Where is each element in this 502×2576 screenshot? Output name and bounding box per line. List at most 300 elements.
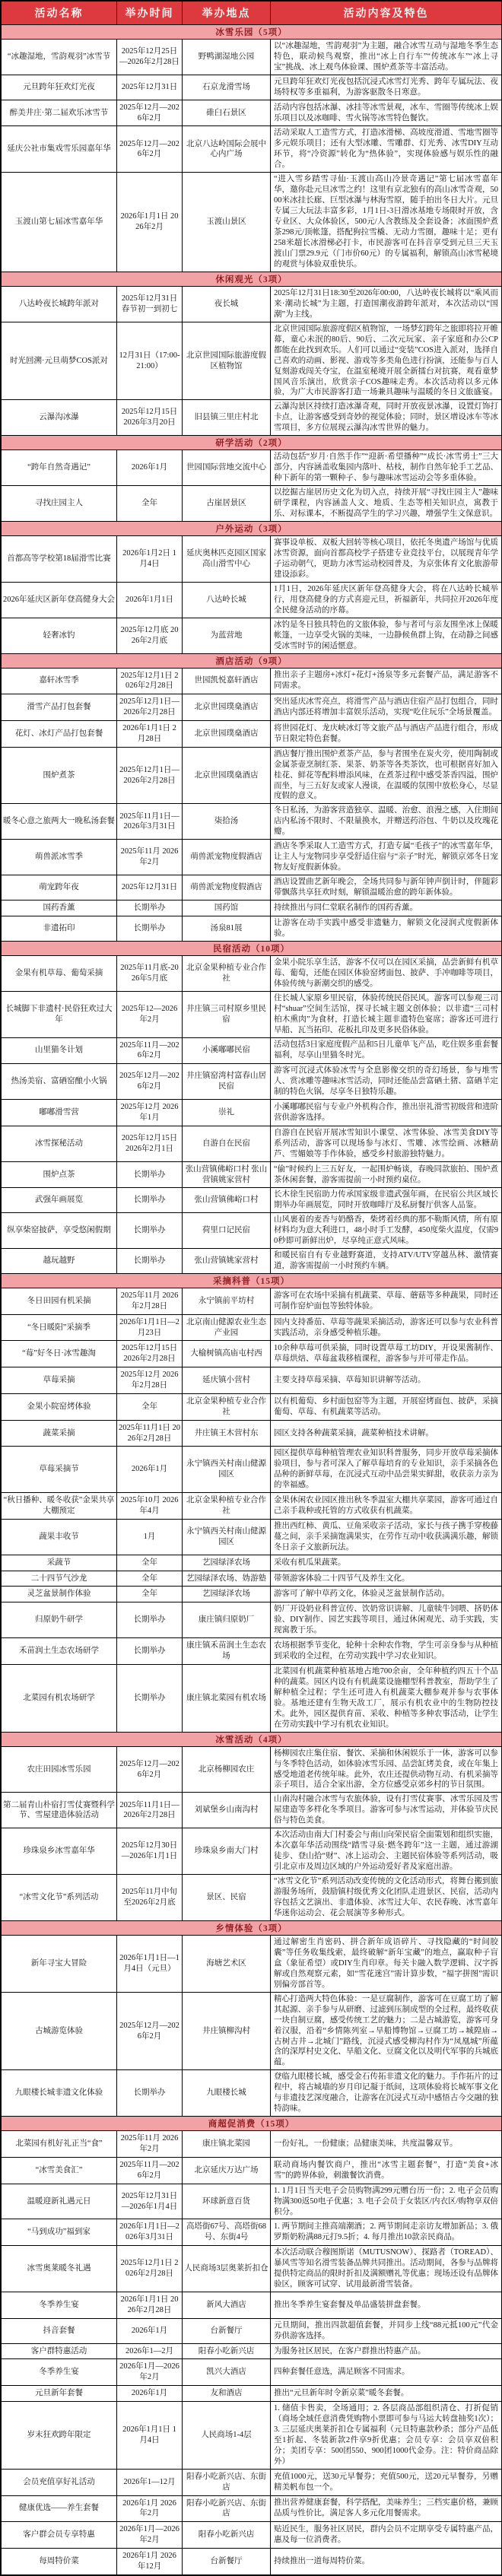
activity-time-cell: 2025年11月 2026年2月28日 bbox=[117, 1288, 183, 1315]
activity-name-cell: 禾苗润土生态农场研学 bbox=[2, 1638, 117, 1665]
activity-time-cell: 2025年12月15日 2026年2月1日 bbox=[117, 1126, 183, 1161]
activity-place-cell: 九眼楼长城 bbox=[183, 2070, 271, 2117]
activity-place-cell: 康庄镇禾苗润土生态农场 bbox=[183, 1638, 271, 1665]
activity-name-cell: 金果有机草莓、葡萄采摘 bbox=[2, 955, 117, 991]
section-header-row bbox=[2, 521, 502, 535]
activity-time-cell: 2026年1—2月 bbox=[117, 2343, 183, 2359]
activity-time-cell: 2026年1月1日—2026年3月31日 bbox=[117, 2219, 183, 2246]
activity-row bbox=[2, 840, 502, 875]
activity-row bbox=[2, 2495, 502, 2522]
activity-row bbox=[2, 2359, 502, 2386]
activity-name-cell: 二十四节气沙龙 bbox=[2, 1571, 117, 1587]
activity-desc-cell: 活动内容包括冰瀑、冰挂等冰雪景观，冰车、雪圈等传统冰上娱乐项目以及冰咖啡、雪火锅等冰雪特色餐饮。 bbox=[271, 100, 502, 126]
activity-desc-cell: 杨柳园农庄集住宿、餐饮、采摘和休闲娱乐于一体，游客可以参与冬季特色活动，如体验冰雪乐园、品尝缸烤美食，或在年集上感受地道老传统年味。此外，农庄还提供动物互动、有机采摘等亲子项目，适合全家出游，全方位感受京郊乡村的节日氛围。 bbox=[271, 1746, 502, 1793]
activity-desc-cell: 登临九眼楼长城，感受金石传拓非遗文化的魅力。手作拓片的过程中，将古城墙的岁月印记凝于纸间，这项体验将长城军事文化与非遗技艺深度融合，让游客在沉浸式互动中感悟古今交融的独特韵味。 bbox=[271, 2070, 502, 2117]
activity-place-cell: 国药馆 bbox=[183, 900, 271, 916]
activity-desc-cell: 冰钓是冬日独具特色的文旅体验，参与者可与亲友围坐冰上保暖帐篷，一边享受火锅的美味，一边静候鱼群上钩，在动静之间感受冰雪时节的闲适惬意。 bbox=[271, 618, 502, 653]
activity-time-cell: 全年 bbox=[117, 1393, 183, 1420]
activity-row bbox=[2, 1213, 502, 1249]
activity-place-cell: 井庄镇柳沟村 bbox=[183, 1992, 271, 2070]
activity-place-cell: 井庄镇三司村原乡里民宿 bbox=[183, 991, 271, 1037]
activity-name-cell: “冰雪美食汇” bbox=[2, 2157, 117, 2184]
activity-name-cell: 采蔬节 bbox=[2, 1555, 117, 1571]
activity-desc-cell: 通过解密生肖密码、拼合新年成语碎片、寻找隐藏的“时间胶囊”等任务收集线索，最终破解“新年宝藏”的地点，赢取种子盲盒（象征希望）或DIY生肖印章。每关卡融入数学逻辑、汉字拆解或自然观察元素，如“雪花迷宫”需计算步数，“福字拼图”需识别偏旁部首等。 bbox=[271, 1935, 502, 1992]
activity-time-cell: 2025年12月31日 bbox=[117, 875, 183, 900]
activity-time-cell: 2026年1月 bbox=[117, 2318, 183, 2343]
activity-time-cell: 2025年11月1日 2026年2月28日 bbox=[117, 1420, 183, 1447]
activity-name-cell: 延庆公社市集戏雪乐园嘉年华 bbox=[2, 126, 117, 173]
activity-place-cell: 世园国际营地交流中心 bbox=[183, 450, 271, 486]
activity-time-cell: 长期举办 bbox=[117, 1213, 183, 1249]
activity-row bbox=[2, 1037, 502, 1064]
activity-row bbox=[2, 1519, 502, 1555]
activity-place-cell: 井庄镇窑湾村富春山居民宿 bbox=[183, 1064, 271, 1100]
activity-time-cell: 2026年1月2日 1月4日 bbox=[117, 535, 183, 582]
activity-time-cell: 2026年1月 2026年12月 bbox=[117, 2548, 183, 2574]
activity-place-cell: 北京世园璞燊酒店 bbox=[183, 720, 271, 747]
activity-desc-cell: 以“冰趣湿地，雪韵观羽”为主题，融合冰雪互动与湿地冬季生态特色，联动候鸟观察，推出“冰上自行车”“传统冰车”“冰上寻宝”挑战、冰上观鸟体验课、围炉煮茶等丰富活动。 bbox=[271, 40, 502, 75]
activity-place-cell: 人民商场3层奥莱折扣仓 bbox=[183, 2246, 271, 2292]
activity-row bbox=[2, 2157, 502, 2184]
activity-row bbox=[2, 720, 502, 747]
activity-name-cell: 北菜园有机农场研学 bbox=[2, 1664, 117, 1732]
activity-name-cell: “冰趣湿地，雪韵观羽”冰雪节 bbox=[2, 40, 117, 75]
activity-name-cell: 岁末狂欢跨年限定 bbox=[2, 2402, 117, 2470]
activity-row bbox=[2, 1793, 502, 1828]
activity-time-cell: 长期举办 bbox=[117, 900, 183, 916]
section-title: 冰雪乐园（5项） bbox=[2, 25, 502, 40]
activity-name-cell: 客户群特惠活动 bbox=[2, 2343, 117, 2359]
section-title: 商超促消费（15项） bbox=[2, 2117, 502, 2131]
activity-row bbox=[2, 900, 502, 916]
activity-name-cell: 第二届青山朴宿打雪仗赛暨科学节、雪屋建造体验活动 bbox=[2, 1793, 117, 1828]
activity-name-cell: 农庄田园冰雪乐园 bbox=[2, 1746, 117, 1793]
section-header-row bbox=[2, 2117, 502, 2131]
activity-place-cell: 珍珠泉乡南大门村 bbox=[183, 1828, 271, 1875]
activity-row bbox=[2, 286, 502, 322]
activity-desc-cell: 突出延庆冰雪亮点，将滑雪产品与酒店住宿产品打包组合，同时酒店内部还将增加丰富娱乐活动，实现“吃住玩乐”全场景覆盖。 bbox=[271, 694, 502, 721]
activity-name-cell: 古城游览体验 bbox=[2, 1992, 117, 2070]
activity-row bbox=[2, 618, 502, 653]
activity-desc-cell: “进入雪乡踏雪寻仙·玉渡山高山冷景奇遇记”第七届冰雪嘉年华，邀你赴元旦冰雪之约！这里有京北独有的高山冰雪奇观，5000米冰挂长廊、巨型冰瀑与林海雪原，随手拍出冬日大片。元旦专属三大玩法丰富多彩，1月1日-3日滑冰基地专场限时开放，含专业区、大众体验区，500元/人含教练及全套设备；冰面围炉煮茶298元/顶帐篷，搭配狗拉雪橇、无动力雪圈，趣味十足；更有258米超长冰滑梯必打卡，市民游客可在抖音享受到元旦三天玉渡山门票29.9元（门市价60元）的专属福利，解锁高山冰雪秘境的观赏与体验双重快乐。 bbox=[271, 173, 502, 272]
activity-desc-cell: 住长城人家原乡里民宿，体验传统民俗民风。游客可以参观三司村“shuar”空间生活馆，探寻长城主题文创体验；以非遗“三司村柏木熏肉”为食材，打造长城主题非遗特色宴席；游客还可进行旱船、瓦当拓印、花板扎印及更多民俗体验。 bbox=[271, 991, 502, 1037]
activity-name-cell: 萌兽派冰雪季 bbox=[2, 840, 117, 875]
activity-desc-cell: 园区支持各种蔬菜采摘，蔬菜种植技术讲解。 bbox=[271, 1420, 502, 1447]
activity-place-cell: 友和酒店 bbox=[183, 2386, 271, 2402]
activity-name-cell: 元旦跨年狂欢灯光夜 bbox=[2, 75, 117, 100]
activity-desc-cell: 自游自在民宿开展冰雪知识小课堂、冰雪体验、冰雪美食DIY等系列活动，游客可以现场参与冰灯、雪雕、冰雪绘画、冰糖葫芦、雪媚娘等手作体验，感受乡村旅游独特魅力。 bbox=[271, 1126, 502, 1161]
activity-name-cell: 冬季养生宴 bbox=[2, 2292, 117, 2319]
activity-desc-cell: 1. 两节期间主推高端潮酒；2. 两节期间走亲访友增加新品；3. 俄罗斯奶粉满88元打9.5折；4. 每月推出10款亲民商品。 bbox=[271, 2219, 502, 2246]
activity-desc-cell: 一份好礼，一份健康；品健康美味，共度温馨双节。 bbox=[271, 2131, 502, 2158]
activity-desc-cell: 活动包括“岁月·自然手作”“迎新·希望播种”“成长·冰雪勇士”三大部分，内容涵盖收集园内落叶、枯枝，制作自然年轮手工艺品、种下新年的第一颗种子、参与趣味冰雪运动会等多重体验。 bbox=[271, 450, 502, 486]
activity-name-cell: 北菜园有机好礼正当“食” bbox=[2, 2131, 117, 2158]
activity-row bbox=[2, 1314, 502, 1341]
activity-time-cell: 12月31日（17:00-21:00） bbox=[117, 322, 183, 400]
table-header bbox=[2, 2, 502, 25]
activity-name-cell: 热汤美宿、富硒窑酿小火锅 bbox=[2, 1064, 117, 1100]
activity-desc-cell: 以有机葡萄、乡村面包窑等为主题，开展窑烤面包、披萨，采摘葡萄、草莓、有机蔬菜等活动。 bbox=[271, 1393, 502, 1420]
activity-desc-cell: 精心打造两大特色体验：一是豆腐制作，游客可在豆腐工坊了解其起源、亲手参与从研磨、过滤到压制成型的全过程，最终收获一块自制豆腐，感受传统工艺的魅力；二是古城游览，游客可身着汉服，沿着“乡情陈列室→旱船博物馆→豆腐工坊→城隍庙→古树古井→北城门”路线，沉浸式感受柳沟村作为“凤凰城”所蕴含的深厚村史文化、旱船文化、豆腐文化以及明代军事的兵城底蕴。 bbox=[271, 1992, 502, 2070]
activity-desc-cell: 农场根据季节变化，轮种十余种农作物，学生可亲身参与从种植到采收的全过程，在劳动实践中学习农业知识。 bbox=[271, 1638, 502, 1665]
activity-desc-cell: 10余种草莓可供采摘，同时设置草莓工坊DIY，开设果酱制作、草莓烘焙、草莓盆栽移植课程，游客参与并可带走作品。 bbox=[271, 1341, 502, 1367]
activity-name-cell: 醉美井庄·第二届欢乐冰雪节 bbox=[2, 100, 117, 126]
activity-name-cell: “冰雪文化节”系列活动 bbox=[2, 1875, 117, 1921]
activity-row bbox=[2, 1420, 502, 1447]
activity-row bbox=[2, 2246, 502, 2292]
activity-row bbox=[2, 1587, 502, 1602]
activity-place-cell: 萌兽派宠物度假酒店 bbox=[183, 840, 271, 875]
activity-name-cell: 冰雪奥莱暖冬礼遇 bbox=[2, 2246, 117, 2292]
activity-desc-cell: 游客可在农场中采摘有机蔬菜、草莓、蘑菇等多种蔬果，同时还可制作窑炉面包等独特体验。 bbox=[271, 1288, 502, 1315]
section-title: 户外运动（3项） bbox=[2, 521, 502, 535]
activity-desc-cell: 1月1日，2026年延庆区新年登高健身大会，将在八达岭长城举行，用登高健身的方式喜迎元旦，祈福新年，共同拉开2026年度全民健身活动的序幕。 bbox=[271, 582, 502, 618]
activity-name-cell: 暖冬心意之旅两大一晚私汤套餐 bbox=[2, 804, 117, 840]
section-header-row bbox=[2, 25, 502, 40]
activity-time-cell: 2025年12月31日 bbox=[117, 75, 183, 100]
activity-time-cell: 2026年1月1日 bbox=[117, 582, 183, 618]
activity-desc-cell: 采收有机瓜果蔬菜。 bbox=[271, 1555, 502, 1571]
activity-name-cell: “跨年自然奇遇记” bbox=[2, 450, 117, 486]
activity-place-cell: 艺园绿泽农场 bbox=[183, 1587, 271, 1602]
activity-time-cell: 2025年12—2026年2月 bbox=[117, 991, 183, 1037]
activity-place-cell: 永宁镇前平坊村 bbox=[183, 1288, 271, 1315]
activity-row bbox=[2, 400, 502, 436]
activity-name-cell: 灵芝盆景制作体验 bbox=[2, 1587, 117, 1602]
activity-row bbox=[2, 1992, 502, 2070]
activity-time-cell: 2025年11月—2026年2月 bbox=[117, 1037, 183, 1064]
activity-desc-cell: 推出亲子主题房+冰灯+花灯+汤泉等多元套餐产品，满足游客不同需求。 bbox=[271, 668, 502, 694]
activity-place-cell: 新风大酒店 bbox=[183, 2292, 271, 2319]
activity-name-cell: 寻找庄园主人 bbox=[2, 486, 117, 522]
activity-time-cell: 长期举办 bbox=[117, 2070, 183, 2117]
activity-desc-cell: 奶厂开设奶业科普宣传、饮奶常识讲解、儿童犊牛饲喂、挤奶体验、DIY制作、园艺实践等项目，通过休闲观光、动手实践，实现寓教于乐。 bbox=[271, 1602, 502, 1638]
activity-name-cell: 云瀑沟冰瀑 bbox=[2, 400, 117, 436]
activity-time-cell: 2026年1月1日 2026年2月28日 bbox=[117, 2292, 183, 2319]
activity-desc-cell: 带领游客体验二十四节气及养生文化。 bbox=[271, 1571, 502, 1587]
activity-name-cell: 轻奢冰钓 bbox=[2, 618, 117, 653]
section-title: 休闲观光（3项） bbox=[2, 272, 502, 286]
activity-desc-cell: 推出西红柿、黄瓜、豆角采收亲子活动，家长与孩子携手穿梭藤蔓之间，亲手采摘饱满果实，在劳作互动中收获满满乐趣，解锁冬日亲子文旅新玩法。 bbox=[271, 1519, 502, 1555]
section-header-row bbox=[2, 436, 502, 450]
activity-place-cell: 艺园绿泽农场、妫游塾 bbox=[183, 1571, 271, 1587]
activity-name-cell: 越玩越野 bbox=[2, 1249, 117, 1274]
activity-place-cell: 旧县镇三里庄村北 bbox=[183, 400, 271, 436]
activity-row bbox=[2, 126, 502, 173]
activity-name-cell: 滑雪产品打包套餐 bbox=[2, 694, 117, 721]
activity-row bbox=[2, 2402, 502, 2470]
column-header-activity-name: 活动名称 bbox=[2, 2, 117, 25]
activity-name-cell: 山里猫冬计划 bbox=[2, 1037, 117, 1064]
activity-place-cell: 人民商场1-4层 bbox=[183, 2402, 271, 2470]
activity-row bbox=[2, 2318, 502, 2343]
activity-row bbox=[2, 486, 502, 522]
section-title: 冰雪活动（4项） bbox=[2, 1732, 502, 1746]
activity-name-cell: 客户群会员专享特惠 bbox=[2, 2522, 117, 2549]
activity-row bbox=[2, 1393, 502, 1420]
section-header-row bbox=[2, 653, 502, 668]
activity-name-cell: 抖音套餐 bbox=[2, 2318, 117, 2343]
activity-name-cell: 九眼楼长城非遗文化体验 bbox=[2, 2070, 117, 2117]
activity-desc-cell: 持续推出与同仁堂联名制作的国药香薰。 bbox=[271, 900, 502, 916]
activity-place-cell: 北京金果种植专业合作社 bbox=[183, 955, 271, 991]
activity-name-cell: 金果小院窑烤体验 bbox=[2, 1393, 117, 1420]
activity-row bbox=[2, 2469, 502, 2495]
activity-row bbox=[2, 875, 502, 900]
activity-row bbox=[2, 582, 502, 618]
activity-name-cell: 蔬果丰收节 bbox=[2, 1519, 117, 1555]
activity-time-cell: 全年 bbox=[117, 1587, 183, 1602]
activity-place-cell: 碓臼石景区 bbox=[183, 100, 271, 126]
activity-name-cell: 围炉点茶 bbox=[2, 1161, 117, 1188]
activity-desc-cell: 酒店冬季采取人工造雪方式，打造专属“毛孩子”的冰雪嘉年华，让主人与宠物同步享受舒适住宿与“亲子”时光，解锁京郊冬日宠物友好度假新体验。 bbox=[271, 840, 502, 875]
activities-table bbox=[1, 1, 502, 2575]
activity-time-cell: 2025年11月中旬至2026年2月底 bbox=[117, 1875, 183, 1921]
activity-table-body bbox=[2, 25, 502, 2575]
activity-time-cell: 2025年12月—2026年2月 bbox=[117, 1746, 183, 1793]
activity-name-cell: 嘉轩冰雪季 bbox=[2, 668, 117, 694]
activity-name-cell: 温暖迎新礼遇元日 bbox=[2, 2184, 117, 2219]
activity-place-cell: 海塘艺术区 bbox=[183, 1935, 271, 1992]
activity-time-cell: 2025年12月底 2026年2月底 bbox=[117, 618, 183, 653]
activity-desc-cell: 园内支持番茄、草莓等蔬果采摘活动，游客还可以参与农业科普实践活动，亲身感受种植乐趣。 bbox=[271, 1314, 502, 1341]
activity-name-cell: 武强年画展览 bbox=[2, 1188, 117, 1213]
section-title: 乡情体验（3项） bbox=[2, 1920, 502, 1935]
activity-name-cell: 冬季养生宴 bbox=[2, 2359, 117, 2386]
activity-time-cell: 2025年12月30日—2026年1月1日 bbox=[117, 1828, 183, 1875]
activity-place-cell: 北京世园璞燊酒店 bbox=[183, 694, 271, 721]
activity-time-cell: 2025年11月 2026年2月 bbox=[117, 2131, 183, 2158]
activity-place-cell: 阳春小吃新兴店、东街店 bbox=[183, 2469, 271, 2495]
activity-place-cell: 玉渡山景区 bbox=[183, 173, 271, 272]
activity-name-cell: 非遗拓印 bbox=[2, 916, 117, 941]
activity-name-cell: 嘟嘟滑雪营 bbox=[2, 1100, 117, 1126]
activity-time-cell: 2025年12月—2026年2月 bbox=[117, 1992, 183, 2070]
activity-time-cell: 2025年12月1日 2026年2月28日 bbox=[117, 668, 183, 694]
activity-desc-cell: 活动采取人工造雪方式，打造冰滑梯、高坡度滑道、雪地雪圈等多元娱乐项目；还有大型冰雕、雪雕群、灯光秀、冰雪DIY互动环节，将“冷资源”转化为“热体验”，实现体验感与娱乐性的融合。 bbox=[271, 126, 502, 173]
activity-desc-cell: 金果休闲农业园区推出秋冬季温室大棚共享菜园，游客可通过自己亲手栽种或托管的方式收获有机蔬菜。 bbox=[271, 1493, 502, 1520]
activity-row bbox=[2, 916, 502, 941]
activity-time-cell: 2026年1月1日 2026年2月 bbox=[117, 173, 183, 272]
activity-desc-cell: 本次活动由南大门村委会与南山向荣民宿全面策划和组织实施，本次嘉年华活动围绕“踏雪寻泉·燃冬跨年”这一主题，通过游湖徒步、登山拾“财”、冰上运动会、主题民宿体验等系列活动，吸引北京市及周边区域的户外运动爱好者及家庭出游。 bbox=[271, 1828, 502, 1875]
activity-desc-cell: “冰雪文化节”系列活动改变传统的文化活动形式，将舞台搬到旅游服务场所，鼓励镇村级优秀文化团队走进景区、民宿，活动内容包括文艺演出、非遗体验、冰雪过大年、农民春晚、冰雪嘉年华迷你运动会、花会展演等多种形式。 bbox=[271, 1875, 502, 1921]
column-header-place: 举办地点 bbox=[183, 2, 271, 25]
activity-time-cell: 1月 bbox=[117, 1519, 183, 1555]
activity-place-cell: 永宁镇西关村南山健源园区 bbox=[183, 1447, 271, 1493]
activity-name-cell: 国药香薰 bbox=[2, 900, 117, 916]
activity-desc-cell: 本次活动联合穆图斯诺（MUTUSNOW）、探路者（TOREAD）、暴风雪等知名滑雪装备品牌共同推出。活动期间，各参与品牌将提供特定商品的限时折扣及满额赠礼等优惠；现场还设有品牌体验区，顾客可试穿、试用最新滑雪装备。 bbox=[271, 2246, 502, 2292]
activity-time-cell: 2025年11月 2026年2月 bbox=[117, 840, 183, 875]
activity-desc-cell: 1. 储值卡售卖，全场通用；2. 各层商品部组织清仓、打折促销（商场全域任意消费凭购物小票即可参与马运大转盘抽奖1次）；3. 三层延庆奥莱折扣仓专属福利（元旦特惠款秒杀；部分产品低至1折起、冬装新款2件享9折优惠；会员专享：会员享双倍积分；美团专享：500团550、900团1000代金券。注：特价商品除外） bbox=[271, 2402, 502, 2470]
activity-name-cell: 冬日田园有机采摘 bbox=[2, 1288, 117, 1315]
activity-time-cell: 2025年11月1日—2026年3月31日 bbox=[117, 804, 183, 840]
activity-row bbox=[2, 450, 502, 486]
activity-row bbox=[2, 1341, 502, 1367]
activity-place-cell: 萌兽派宠物度假酒店 bbox=[183, 875, 271, 900]
activity-name-cell: 归原奶牛研学 bbox=[2, 1602, 117, 1638]
activity-place-cell: 北京金果种植专业合作社 bbox=[183, 1493, 271, 1520]
activity-name-cell: 珍珠泉乡冰雪嘉年华 bbox=[2, 1828, 117, 1875]
activity-desc-cell: “偷”时候约上三五好友，一起围炉畅谈，春晚同款旅拍、围炉煮茶休闲套餐，游客需提前一小时预约桌位。 bbox=[271, 1161, 502, 1188]
activity-time-cell: 2026年1月1日 2月28日 bbox=[117, 720, 183, 747]
activity-time-cell: 2025年11月底-2026年5月底 bbox=[117, 955, 183, 991]
activity-name-cell: 萌宠跨年夜 bbox=[2, 875, 117, 900]
activity-time-cell: 2026年1—12月 bbox=[117, 2469, 183, 2495]
activity-row bbox=[2, 694, 502, 721]
activity-time-cell: 全年 bbox=[117, 486, 183, 522]
activity-name-cell: 首都高等学校第18届滑雪比赛 bbox=[2, 535, 117, 582]
activity-desc-cell: 推出冬季养生宴套餐及单品盛装拼盘套餐。 bbox=[271, 2292, 502, 2319]
activity-name-cell: 八达岭夜长城跨年派对 bbox=[2, 286, 117, 322]
activity-row bbox=[2, 1367, 502, 1394]
activity-row bbox=[2, 668, 502, 694]
column-header-time: 举办时间 bbox=[117, 2, 183, 25]
activity-place-cell: 古崖居景区 bbox=[183, 486, 271, 522]
activity-place-cell: 自游自在民宿 bbox=[183, 1126, 271, 1161]
activity-time-cell: 2025年12月—2026年2月 bbox=[117, 126, 183, 173]
activity-desc-cell: 推出营养健康套餐，科学搭配，美味养生；三档实惠价格，兼顾品质与性价比，满足客人多元化用餐需求。 bbox=[271, 2495, 502, 2522]
activity-desc-cell: 长木徐生民宿助力传承国家级非遗武强年画，在民宿公共区域长期举办年画展览，同时开放咖啡厅及私厨餐厅供客人品鉴。 bbox=[271, 1188, 502, 1213]
activity-row bbox=[2, 1161, 502, 1188]
activity-row bbox=[2, 1288, 502, 1315]
activity-place-cell: 康庄镇归原奶厂 bbox=[183, 1602, 271, 1638]
activity-time-cell: 2025年12月25日—2026年2月28日 bbox=[117, 40, 183, 75]
section-header-row bbox=[2, 1920, 502, 1935]
activity-row bbox=[2, 1746, 502, 1793]
activity-place-cell: 北京世园璞燊酒店 bbox=[183, 747, 271, 804]
activity-desc-cell: 活动包括3日家庭度假产品和5日儿童单飞产品，吃住娱多重套餐福利，尽享山里猫冬时光。 bbox=[271, 1037, 502, 1064]
activity-name-cell: 冰雪探秘活动 bbox=[2, 1126, 117, 1161]
activity-desc-cell: 酒店餐厅推出围炉煮茶产品，参与者围坐在炭火旁，使用陶制或金属茶壶烹制红茶、果茶、奶茶等各类茶饮，也可根据喜好加入桂花、鲜花等配料增添风味，在煮茶过程中感受茶香四溢，围炉而坐，与三五好友或家人漫谈，在温暖的氛围中放松身心，尽显度假的意义。 bbox=[271, 747, 502, 804]
activity-place-cell: 柒拾汤 bbox=[183, 804, 271, 840]
activity-row bbox=[2, 1188, 502, 1213]
activity-row bbox=[2, 1602, 502, 1638]
activity-name-cell: 草莓采摘节 bbox=[2, 1447, 117, 1493]
activity-place-cell: 石京龙滑雪场 bbox=[183, 75, 271, 100]
activity-row bbox=[2, 75, 502, 100]
activity-time-cell: 2026年1月 bbox=[117, 2386, 183, 2402]
activity-name-cell: 蔬菜采摘 bbox=[2, 1420, 117, 1447]
activity-desc-cell: 酒店设置曲艺新年晚会，全场共同参与新年钟声倒计时，伴随彩带飘落共享狂欢时刻，解锁温暖治愈的跨年新体验。 bbox=[271, 875, 502, 900]
activity-row bbox=[2, 1935, 502, 1992]
activity-row bbox=[2, 2070, 502, 2117]
activity-place-cell: 为蓝营地 bbox=[183, 618, 271, 653]
activity-name-cell: 围炉煮茶 bbox=[2, 747, 117, 804]
activity-place-cell: 永宁镇西关村南山健源园区 bbox=[183, 1519, 271, 1555]
activity-time-cell: 2025年12月 2026年1月 bbox=[117, 1100, 183, 1126]
header-row bbox=[2, 2, 502, 25]
activity-row bbox=[2, 1126, 502, 1161]
activity-time-cell: 2026年1月 2026年2月 bbox=[117, 2495, 183, 2522]
section-title: 民宿活动（10项） bbox=[2, 941, 502, 955]
activity-place-cell: 大榆树镇高庙屯村西 bbox=[183, 1341, 271, 1367]
activity-place-cell: 台新餐厅 bbox=[183, 2318, 271, 2343]
activity-time-cell: 2025年12月1日—2026年2月28日 bbox=[117, 694, 183, 721]
activity-row bbox=[2, 2343, 502, 2359]
activity-time-cell: 全年 bbox=[117, 1571, 183, 1587]
activity-place-cell: 台新餐厅 bbox=[183, 2548, 271, 2574]
activity-time-cell: 长期举办 bbox=[117, 1249, 183, 1274]
activity-place-cell: 张山营镇姚家营村 bbox=[183, 1249, 271, 1274]
activity-place-cell: 延庆奥林匹克园区国家高山滑雪中心 bbox=[183, 535, 271, 582]
activity-time-cell: 2025年12月—2026年2月 bbox=[117, 1064, 183, 1100]
activity-row bbox=[2, 1493, 502, 1520]
activity-row bbox=[2, 991, 502, 1037]
activity-place-cell: 刘斌堡乡山南沟村 bbox=[183, 1793, 271, 1828]
activity-time-cell: 2025年12月—2026年2月 bbox=[117, 100, 183, 126]
activity-desc-cell: 山风裹着的麦香与奶酪香，柴烤着经典的那不勒斯风情，所有原材料均为意大利进口，48小时手工发酵，450度柴火温度，仅需90秒即可新鲜出炉，尽享纯正意式风味。 bbox=[271, 1213, 502, 1249]
activity-row bbox=[2, 1875, 502, 1921]
activity-desc-cell: 推出“元旦新年时令新京菜”暖冬套餐。 bbox=[271, 2386, 502, 2402]
activity-place-cell: 阳春小吃新兴店 bbox=[183, 2343, 271, 2359]
activity-desc-cell: 园区提供草莓种植管理农业知识科普服务，同步开放草莓采摘体验项目，参与者可深入了解草莓培育的专业知识，亲手采摘各色品种的新鲜草莓，在沉浸式互动中品尝果实鲜甜，收获亲力亲为的幸福感。 bbox=[271, 1447, 502, 1493]
activity-place-cell: 北京世园国际旅游度假区植物馆 bbox=[183, 322, 271, 400]
activity-row bbox=[2, 804, 502, 840]
activity-time-cell: 2025年12月 2026年2月28日 bbox=[117, 1367, 183, 1394]
activity-desc-cell: 赛事设单板、双板大回转等核心项目，依托冬奥遗产场馆与优质冰雪资源，面向首都高校学子搭建专业竞技平台，以展现青年学子运动朝气，更助力冰雪运动校园普及，为京张体育文化旅游带建设添彩。 bbox=[271, 535, 502, 582]
activity-desc-cell: 游客可沉浸式体验冰雪与全息影像交织的奇幻场景，参与堆雪人、赏冰雕等趣味冰雪活动，同时还能品尝富硒土猪、富硒羊定制的特色火锅，尽享冬日独特乐趣。 bbox=[271, 1064, 502, 1100]
activity-row bbox=[2, 955, 502, 991]
activity-place-cell: 高塔街67号、高塔街68号、东街4号 bbox=[183, 2219, 271, 2246]
activity-time-cell: 2026年1月—2026年2月 bbox=[117, 2359, 183, 2386]
activity-name-cell: “莓”好冬日·冰雪趣淘 bbox=[2, 1341, 117, 1367]
section-title: 研学活动（2项） bbox=[2, 436, 502, 450]
activity-time-cell: 2025年11月1日—2026年2月28日 bbox=[117, 1793, 183, 1828]
activity-time-cell: 长期举办 bbox=[117, 1638, 183, 1665]
activity-row bbox=[2, 173, 502, 272]
activity-name-cell: 2026年延庆区新年登高健身大会 bbox=[2, 582, 117, 618]
activity-desc-cell: 联动商场内餐饮商户，推出“冰雪主题套餐”，打造“美食+冰雪”的跨界体验，刺激餐饮消费。 bbox=[271, 2157, 502, 2184]
activity-place-cell: 北京八达岭国际会展中心内广场 bbox=[183, 126, 271, 173]
activity-desc-cell: 1. 1月1日当天电子会员购物满299元赠台历一份；2. 电子会员购物满300返50电子优惠；3. 电子会员于女装区/内衣区/购物享双倍积分。 bbox=[271, 2184, 502, 2219]
activity-place-cell: 八达岭长城 bbox=[183, 582, 271, 618]
activity-desc-cell: 金果小院乐享生活，游客不仅可以在园区采摘，品尝新鲜有机草莓、葡萄，还能在园区体验窑烤面包、披萨、手冲咖啡等项目，体验传统与新潮交织的感受。 bbox=[271, 955, 502, 991]
activity-place-cell: 汤泉81展 bbox=[183, 916, 271, 941]
activity-row bbox=[2, 100, 502, 126]
activity-time-cell: 长期举办 bbox=[117, 1602, 183, 1638]
activity-time-cell: 2025年12月1日—2026年2月28日 bbox=[117, 747, 183, 804]
activity-time-cell: 2026年1月—2026年2月 bbox=[117, 2522, 183, 2549]
activity-name-cell: “秋日播种、暖冬收获”金果共享大棚预定 bbox=[2, 1493, 117, 1520]
activity-place-cell: 阳春小吃新兴店 bbox=[183, 2522, 271, 2549]
activity-row bbox=[2, 40, 502, 75]
activity-time-cell: 2025年12月31日—2026年1月4日 bbox=[117, 2184, 183, 2219]
activity-place-cell: 崇礼 bbox=[183, 1100, 271, 1126]
activity-name-cell: 草莓采摘 bbox=[2, 1367, 117, 1394]
section-header-row bbox=[2, 1732, 502, 1746]
activity-time-cell: 2025年11月—2026年2月 bbox=[117, 2157, 183, 2184]
activity-name-cell: “马到成功”福到家 bbox=[2, 2219, 117, 2246]
activity-row bbox=[2, 2131, 502, 2158]
activity-row bbox=[2, 1828, 502, 1875]
activity-time-cell: 全年 bbox=[117, 1555, 183, 1571]
activity-time-cell: 2025年10月 2026年4月 bbox=[117, 1493, 183, 1520]
section-header-row bbox=[2, 941, 502, 955]
activity-row bbox=[2, 322, 502, 400]
activity-place-cell: 阳春小吃新兴店、东街店 bbox=[183, 2495, 271, 2522]
activity-place-cell: 北京延庆万达广场 bbox=[183, 2157, 271, 2184]
activity-name-cell: 会员充值享好礼活动 bbox=[2, 2469, 117, 2495]
activity-row bbox=[2, 2548, 502, 2574]
activity-time-cell: 2025年12月31日 春节初一到初七 bbox=[117, 286, 183, 322]
activity-desc-cell: 山南沟村融合冰雪与农旅体验，设有打雪仗赛事、冰雪乐园及雪屋建造等多样化冬季项目。游客可参与冰雪运动，并体验节庆民俗与特色美食。 bbox=[271, 1793, 502, 1828]
activity-place-cell: 井庄镇王木营村东 bbox=[183, 1420, 271, 1447]
activity-place-cell: 康庄镇北菜园有机农场 bbox=[183, 1664, 271, 1732]
activity-time-cell: 2026年1月1日 1月4日 bbox=[117, 2402, 183, 2470]
activity-desc-cell: 小溪嘟嘟民宿与专业户外机构合作，推出崇礼滑雪初级营和进阶营供游客选择。 bbox=[271, 1100, 502, 1126]
activity-desc-cell: 贴近民生，服务社区居民，群内会员不定期享受专属特惠产品，惠及每一位消费者。 bbox=[271, 2522, 502, 2549]
activity-place-cell: 夜长城 bbox=[183, 286, 271, 322]
